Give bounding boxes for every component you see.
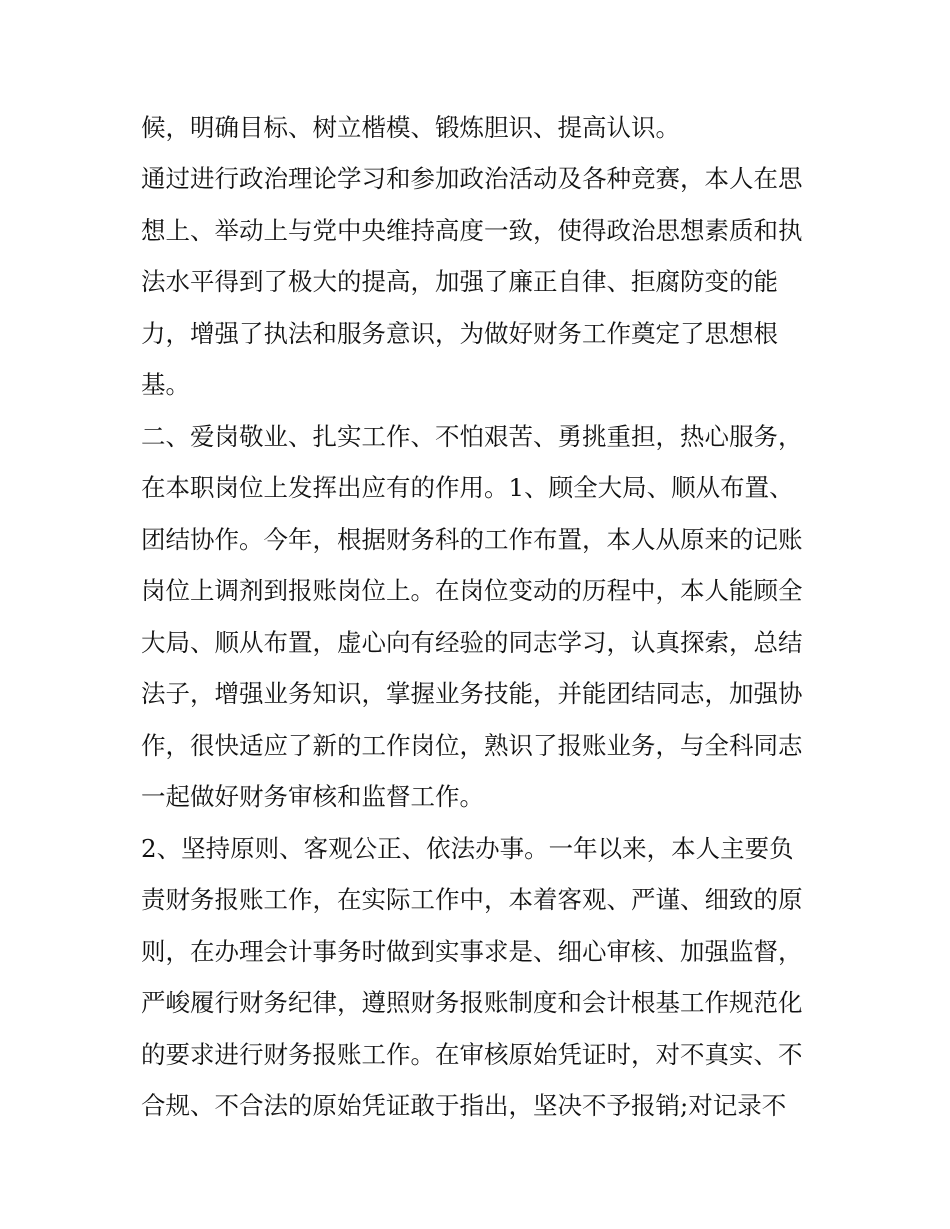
text-line: 责财务报账工作，在实际工作中，本着客观、严谨、细致的原 bbox=[141, 885, 803, 914]
text-line: 团结协作。今年，根据财务科的工作布置，本人从原来的记账 bbox=[141, 525, 803, 554]
text-line: 作，很快适应了新的工作岗位，熟识了报账业务，与全科同志 bbox=[141, 731, 803, 760]
text-line: 则，在办理会计事务时做到实事求是、细心审核、加强监督， bbox=[141, 937, 803, 966]
text-line: 2、坚持原则、客观公正、依法办事。一年以来，本人主要负 bbox=[141, 834, 794, 863]
text-line: 大局、顺从布置，虚心向有经验的同志学习，认真探索，总结 bbox=[141, 628, 803, 657]
text-line: 法子，增强业务知识，掌握业务技能，并能团结同志，加强协 bbox=[141, 679, 803, 708]
text-line: 想上、举动上与党中央维持高度一致，使得政治思想素质和执 bbox=[141, 216, 803, 245]
text-line: 严峻履行财务纪律，遵照财务报账制度和会计根基工作规范化 bbox=[141, 988, 803, 1017]
text-line: 候，明确目标、树立楷模、锻炼胆识、提高认识。 bbox=[141, 113, 680, 142]
text-line: 二、爱岗敬业、扎实工作、不怕艰苦、勇挑重担，热心服务， bbox=[141, 422, 803, 451]
text-line: 法水平得到了极大的提高，加强了廉正自律、拒腐防变的能 bbox=[141, 267, 778, 296]
text-line: 的要求进行财务报账工作。在审核原始凭证时，对不真实、不 bbox=[141, 1040, 803, 1069]
text-line: 岗位上调剂到报账岗位上。在岗位变动的历程中，本人能顾全 bbox=[141, 576, 803, 605]
text-line: 在本职岗位上发挥出应有的作用。1、顾全大局、顺从布置、 bbox=[141, 473, 794, 502]
text-line: 力，增强了执法和服务意识，为做好财务工作奠定了思想根 bbox=[141, 319, 778, 348]
text-line: 合规、不合法的原始凭证敢于指出，坚决不予报销;对记录不 bbox=[141, 1091, 787, 1120]
text-line: 通过进行政治理论学习和参加政治活动及各种竞赛，本人在思 bbox=[141, 164, 803, 193]
text-line: 一起做好财务审核和监督工作。 bbox=[141, 782, 484, 811]
text-line: 基。 bbox=[141, 370, 190, 399]
